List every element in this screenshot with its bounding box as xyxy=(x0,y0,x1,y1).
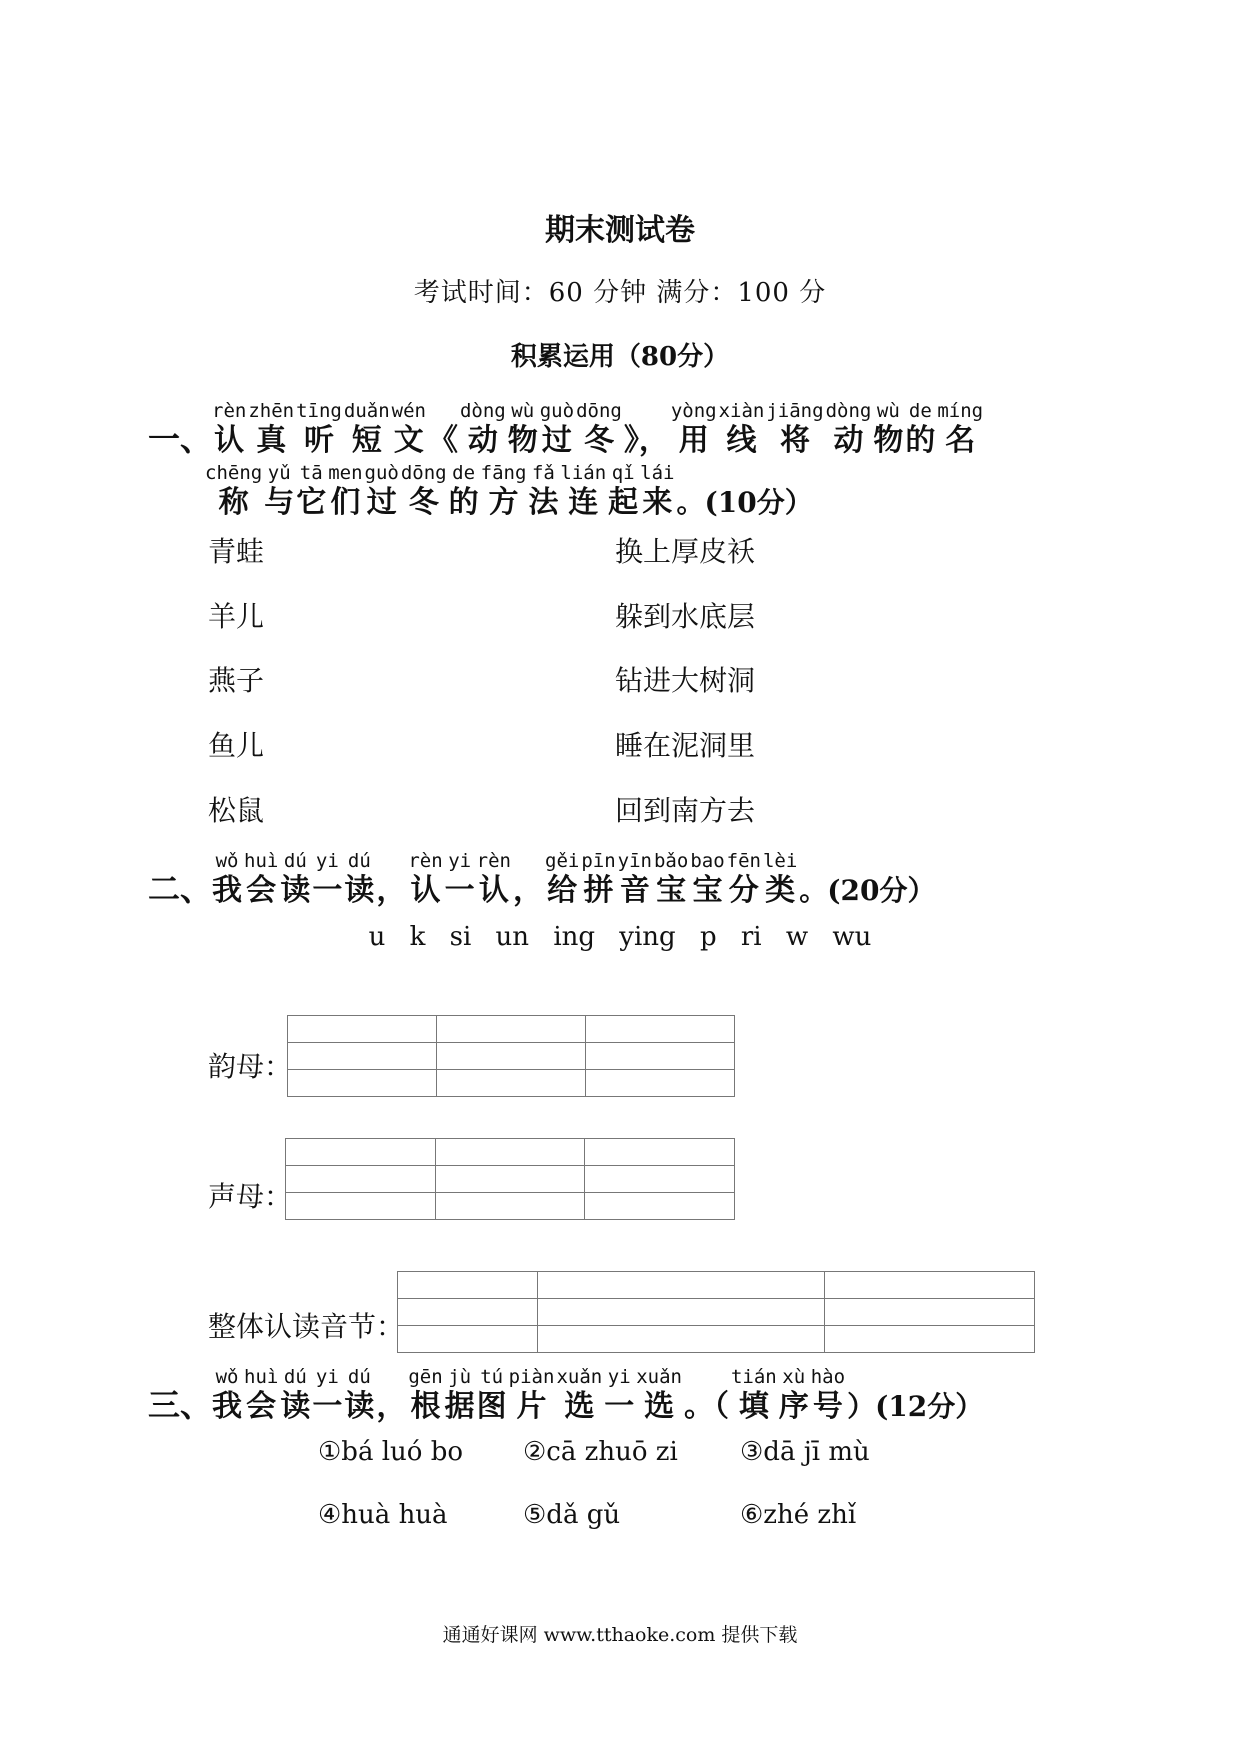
option-item: ⑤dǎ gǔ xyxy=(523,1500,621,1530)
pinyin-char xyxy=(690,850,724,910)
pinyin-char xyxy=(312,1366,342,1426)
pinyin-char xyxy=(328,462,362,522)
hanzi-text: 类 xyxy=(765,873,796,908)
option-item: ③dā jī mù xyxy=(740,1437,870,1467)
hanzi-text: 真 xyxy=(256,423,287,458)
hanzi-text: 冬 xyxy=(408,485,439,520)
pinyin-text: hào xyxy=(810,1366,846,1388)
pinyin-text: wén xyxy=(391,400,426,422)
pinyin-char xyxy=(344,400,390,460)
pinyin-char xyxy=(513,872,543,910)
hanzi-text: 用 xyxy=(678,423,709,458)
hanzi-text: 号 xyxy=(812,1389,843,1424)
label-yunmu: 韵母： xyxy=(208,1050,293,1083)
pinyin-char xyxy=(811,1366,845,1426)
hanzi-text: 音 xyxy=(619,873,650,908)
pinyin-text: guò xyxy=(364,462,399,484)
pinyin-char xyxy=(719,400,765,460)
hanzi-text: 我 xyxy=(212,1389,243,1424)
pinyin-text: zhēn xyxy=(248,400,295,422)
pinyin-char xyxy=(212,1366,242,1426)
q3-score: ）(12分） xyxy=(847,1390,984,1423)
pinyin-text: xù xyxy=(782,1366,806,1388)
hanzi-text: 名 xyxy=(945,423,976,458)
pinyin-text: guò xyxy=(539,400,575,422)
pinyin-text: fēn xyxy=(726,850,761,872)
hanzi-text: 将 xyxy=(779,423,810,458)
pinyin-text: pīn xyxy=(581,850,616,872)
pinyin-text: yi xyxy=(315,1366,339,1388)
hanzi-text: 会 xyxy=(246,873,277,908)
hanzi-text: 》， xyxy=(623,423,669,458)
pinyin-char xyxy=(376,872,406,910)
q1-score: 。(10分） xyxy=(676,486,813,519)
pinyin-text: tīng xyxy=(296,400,342,422)
hanzi-text: 一 xyxy=(604,1389,635,1424)
pinyin-text: qǐ xyxy=(611,462,635,484)
hanzi-text: 据 xyxy=(444,1389,475,1424)
pinyin-text: xuǎn xyxy=(636,1366,682,1388)
pinyin-char xyxy=(445,1366,475,1426)
pinyin-char xyxy=(205,462,262,522)
q1-number: 一、 xyxy=(148,420,213,458)
label-shengmu: 声母： xyxy=(208,1180,293,1213)
hanzi-text: 一 xyxy=(444,873,475,908)
q3-line xyxy=(148,1366,983,1426)
hanzi-text: 的 xyxy=(448,485,479,520)
hanzi-text: 拼 xyxy=(583,873,614,908)
pinyin-text: dōng xyxy=(576,400,622,422)
pinyin-char xyxy=(344,850,374,910)
q2-score: 。(20分） xyxy=(799,874,936,907)
pinyin-char xyxy=(779,1366,809,1426)
hanzi-text: 图 xyxy=(476,1389,507,1424)
animal-item: 青蛙 xyxy=(208,535,265,568)
pinyin-text: chēng xyxy=(205,462,263,484)
q2-number: 二、 xyxy=(148,870,213,908)
option-item: ②cā zhuō zi xyxy=(523,1437,678,1467)
method-item: 换上厚皮袄 xyxy=(615,535,756,568)
pinyin-char xyxy=(264,462,294,522)
pinyin-char xyxy=(460,400,506,460)
page-title: 期末测试卷 xyxy=(545,213,695,248)
hanzi-text: 过 xyxy=(541,423,572,458)
q1-line1 xyxy=(148,400,985,460)
hanzi-text: 线 xyxy=(726,423,757,458)
pinyin-char xyxy=(636,1366,682,1426)
pinyin-text: bǎo xyxy=(653,850,689,872)
pinyin-char xyxy=(671,400,717,460)
q3-pinyin-line xyxy=(212,1366,847,1426)
pinyin-char xyxy=(556,1366,602,1426)
pinyin-text: wù xyxy=(876,400,900,422)
hanzi-text: 物 xyxy=(507,423,538,458)
pinyin-char xyxy=(654,850,688,910)
pinyin-text: bao xyxy=(690,850,725,872)
pinyin-char xyxy=(727,850,761,910)
pinyin-text: dú xyxy=(347,1366,371,1388)
hanzi-text: 听 xyxy=(303,423,334,458)
pinyin-text: jù xyxy=(448,1366,472,1388)
hanzi-text: 宝 xyxy=(656,873,687,908)
pinyin-text: tā xyxy=(299,462,323,484)
hanzi-text: 选 xyxy=(644,1389,675,1424)
pinyin-text: fǎ xyxy=(531,462,555,484)
pinyin-text: lián xyxy=(560,462,607,484)
hanzi-text: 给 xyxy=(547,873,578,908)
pinyin-text: lèi xyxy=(762,850,798,872)
pinyin-char xyxy=(244,1366,278,1426)
hanzi-text: 它 xyxy=(296,485,327,520)
pinyin-char xyxy=(477,850,511,910)
pinyin-char xyxy=(296,462,326,522)
pinyin-char xyxy=(280,1366,310,1426)
pinyin-char xyxy=(312,850,342,910)
pinyin-text: rèn xyxy=(408,850,443,872)
hanzi-text: 认 xyxy=(214,423,245,458)
pinyin-char xyxy=(248,400,294,460)
pinyin-text: dú xyxy=(283,850,307,872)
pinyin-text: yi xyxy=(448,850,472,872)
method-item: 睡在泥洞里 xyxy=(615,729,756,762)
pinyin-text: huì xyxy=(244,1366,279,1388)
pinyin-text: yi xyxy=(607,1366,631,1388)
hanzi-text: 物 xyxy=(873,423,904,458)
hanzi-text: ， xyxy=(513,873,543,908)
method-item: 回到南方去 xyxy=(615,794,756,827)
pinyin-char xyxy=(296,400,342,460)
hanzi-text: 读 xyxy=(280,873,311,908)
pinyin-char xyxy=(376,1388,406,1426)
pinyin-char xyxy=(449,462,479,522)
hanzi-text: 读 xyxy=(344,1389,375,1424)
pinyin-char xyxy=(624,422,669,460)
hanzi-text: 动 xyxy=(467,423,498,458)
pinyin-text: duǎn xyxy=(343,400,390,422)
hanzi-text: 来 xyxy=(642,485,673,520)
pinyin-text: yi xyxy=(315,850,339,872)
pinyin-char xyxy=(477,1366,507,1426)
pinyin-text: yǔ xyxy=(267,462,291,484)
pinyin-char xyxy=(618,850,652,910)
pinyin-char xyxy=(408,850,442,910)
hanzi-text: 法 xyxy=(528,485,559,520)
pinyin-char xyxy=(560,462,606,522)
hanzi-text: 选 xyxy=(564,1389,595,1424)
hanzi-text: 根 xyxy=(410,1389,441,1424)
q3-number: 三、 xyxy=(148,1386,213,1424)
pinyin-text: dòng xyxy=(459,400,506,422)
pinyin-text: jiāng xyxy=(766,400,824,422)
hanzi-text: 称 xyxy=(218,485,249,520)
hanzi-text: 分 xyxy=(728,873,759,908)
option-item: ④huà huà xyxy=(318,1500,448,1530)
q2-pinyin-line xyxy=(212,850,799,910)
hanzi-text: 《 xyxy=(427,423,458,458)
pinyin-char xyxy=(540,400,574,460)
pinyin-char xyxy=(905,400,935,460)
hanzi-text: 填 xyxy=(738,1389,769,1424)
pinyin-char xyxy=(608,462,638,522)
hanzi-text: 认 xyxy=(410,873,441,908)
pinyin-char xyxy=(604,1366,634,1426)
pinyin-text: wù xyxy=(511,400,535,422)
pinyin-char xyxy=(344,1366,374,1426)
pinyin-char xyxy=(509,1366,555,1426)
hanzi-text: 冬 xyxy=(583,423,614,458)
pinyin-text: fāng xyxy=(480,462,527,484)
pinyin-char xyxy=(481,462,527,522)
pinyin-char xyxy=(428,422,458,460)
hanzi-text: 读 xyxy=(344,873,375,908)
pinyin-text: dú xyxy=(283,1366,307,1388)
hanzi-text: 我 xyxy=(212,873,243,908)
label-zhengti: 整体认读音节： xyxy=(208,1310,405,1343)
q1-pinyin-line1 xyxy=(212,400,985,460)
pinyin-text: dōng xyxy=(400,462,447,484)
pinyin-text: huì xyxy=(244,850,279,872)
hanzi-text: 方 xyxy=(488,485,519,520)
pinyin-text: piàn xyxy=(508,1366,555,1388)
q2-line xyxy=(148,850,936,910)
pinyin-text: tú xyxy=(480,1366,504,1388)
pinyin-text: rèn xyxy=(212,400,247,422)
zhengti-grid[interactable] xyxy=(397,1271,1035,1353)
pinyin-char xyxy=(528,462,558,522)
hanzi-text: ， xyxy=(376,873,407,908)
yunmu-grid[interactable] xyxy=(287,1015,735,1097)
pinyin-text: míng xyxy=(937,400,984,422)
hanzi-text: 文 xyxy=(393,423,424,458)
pinyin-text: dú xyxy=(347,850,371,872)
exam-info: 考试时间：60 分钟 满分：100 分 xyxy=(413,278,827,308)
hanzi-text: 起 xyxy=(608,485,639,520)
pinyin-char xyxy=(684,1388,729,1426)
pinyin-text: wǒ xyxy=(215,850,239,872)
hanzi-text: ， xyxy=(376,1389,407,1424)
pinyin-char xyxy=(581,850,615,910)
pinyin-char xyxy=(766,400,823,460)
pinyin-char xyxy=(212,400,246,460)
hanzi-text: 短 xyxy=(351,423,382,458)
hanzi-text: 动 xyxy=(833,423,864,458)
section-heading: 积累运用（80分） xyxy=(510,342,730,372)
hanzi-text: 认 xyxy=(478,873,509,908)
footer-source: 通通好课网 www.tthaoke.com 提供下载 xyxy=(442,1624,798,1646)
shengmu-grid[interactable] xyxy=(285,1138,735,1220)
hanzi-text: 过 xyxy=(366,485,397,520)
pinyin-char xyxy=(508,400,538,460)
pinyin-char xyxy=(576,400,622,460)
hanzi-text: 们 xyxy=(330,485,361,520)
pinyin-text: gēn xyxy=(408,1366,443,1388)
pinyin-char xyxy=(401,462,447,522)
hanzi-text: 一 xyxy=(312,1389,343,1424)
option-item: ①bá luó bo xyxy=(318,1437,463,1467)
hanzi-text: 宝 xyxy=(692,873,723,908)
pinyin-char xyxy=(445,850,475,910)
hanzi-text: 片 xyxy=(516,1389,547,1424)
animal-item: 鱼儿 xyxy=(208,729,265,762)
hanzi-text: 一 xyxy=(312,873,343,908)
pinyin-text: yòng xyxy=(670,400,717,422)
pinyin-char xyxy=(244,850,278,910)
pinyin-char xyxy=(212,850,242,910)
animal-item: 燕子 xyxy=(208,664,265,697)
hanzi-text: 的 xyxy=(905,423,936,458)
pinyin-text: xiàn xyxy=(718,400,765,422)
q1-line2 xyxy=(205,462,813,522)
pinyin-text: lái xyxy=(640,462,675,484)
pinyin-char xyxy=(826,400,872,460)
pinyin-text: gěi xyxy=(545,850,580,872)
hanzi-text: 。（ xyxy=(683,1389,729,1424)
pinyin-char xyxy=(408,1366,442,1426)
pinyin-text: de xyxy=(908,400,932,422)
pinyin-char xyxy=(731,1366,777,1426)
hanzi-text: 连 xyxy=(568,485,599,520)
q1-pinyin-line2 xyxy=(205,462,676,522)
pinyin-char xyxy=(873,400,903,460)
method-item: 躲到水底层 xyxy=(615,600,756,633)
animal-item: 松鼠 xyxy=(208,794,265,827)
animal-item: 羊儿 xyxy=(208,600,265,633)
pinyin-text: yīn xyxy=(617,850,652,872)
pinyin-text: men xyxy=(328,462,363,484)
hanzi-text: 会 xyxy=(246,1389,277,1424)
pinyin-text: wǒ xyxy=(215,1366,239,1388)
method-item: 钻进大树洞 xyxy=(615,664,756,697)
pinyin-char xyxy=(365,462,399,522)
pinyin-text: rèn xyxy=(476,850,511,872)
pinyin-text: xuǎn xyxy=(556,1366,603,1388)
option-item: ⑥zhé zhǐ xyxy=(740,1500,857,1530)
hanzi-text: 序 xyxy=(778,1389,809,1424)
pinyin-text: de xyxy=(452,462,476,484)
pinyin-char xyxy=(763,850,797,910)
pinyin-text: tián xyxy=(730,1366,777,1388)
pinyin-letters: u k si un ing ying p ri w wu xyxy=(368,922,872,952)
hanzi-text: 与 xyxy=(264,485,295,520)
pinyin-char xyxy=(545,850,579,910)
pinyin-text: dòng xyxy=(825,400,872,422)
pinyin-char xyxy=(392,400,426,460)
pinyin-char xyxy=(937,400,983,460)
pinyin-char xyxy=(280,850,310,910)
pinyin-char xyxy=(640,462,674,522)
hanzi-text: 读 xyxy=(280,1389,311,1424)
